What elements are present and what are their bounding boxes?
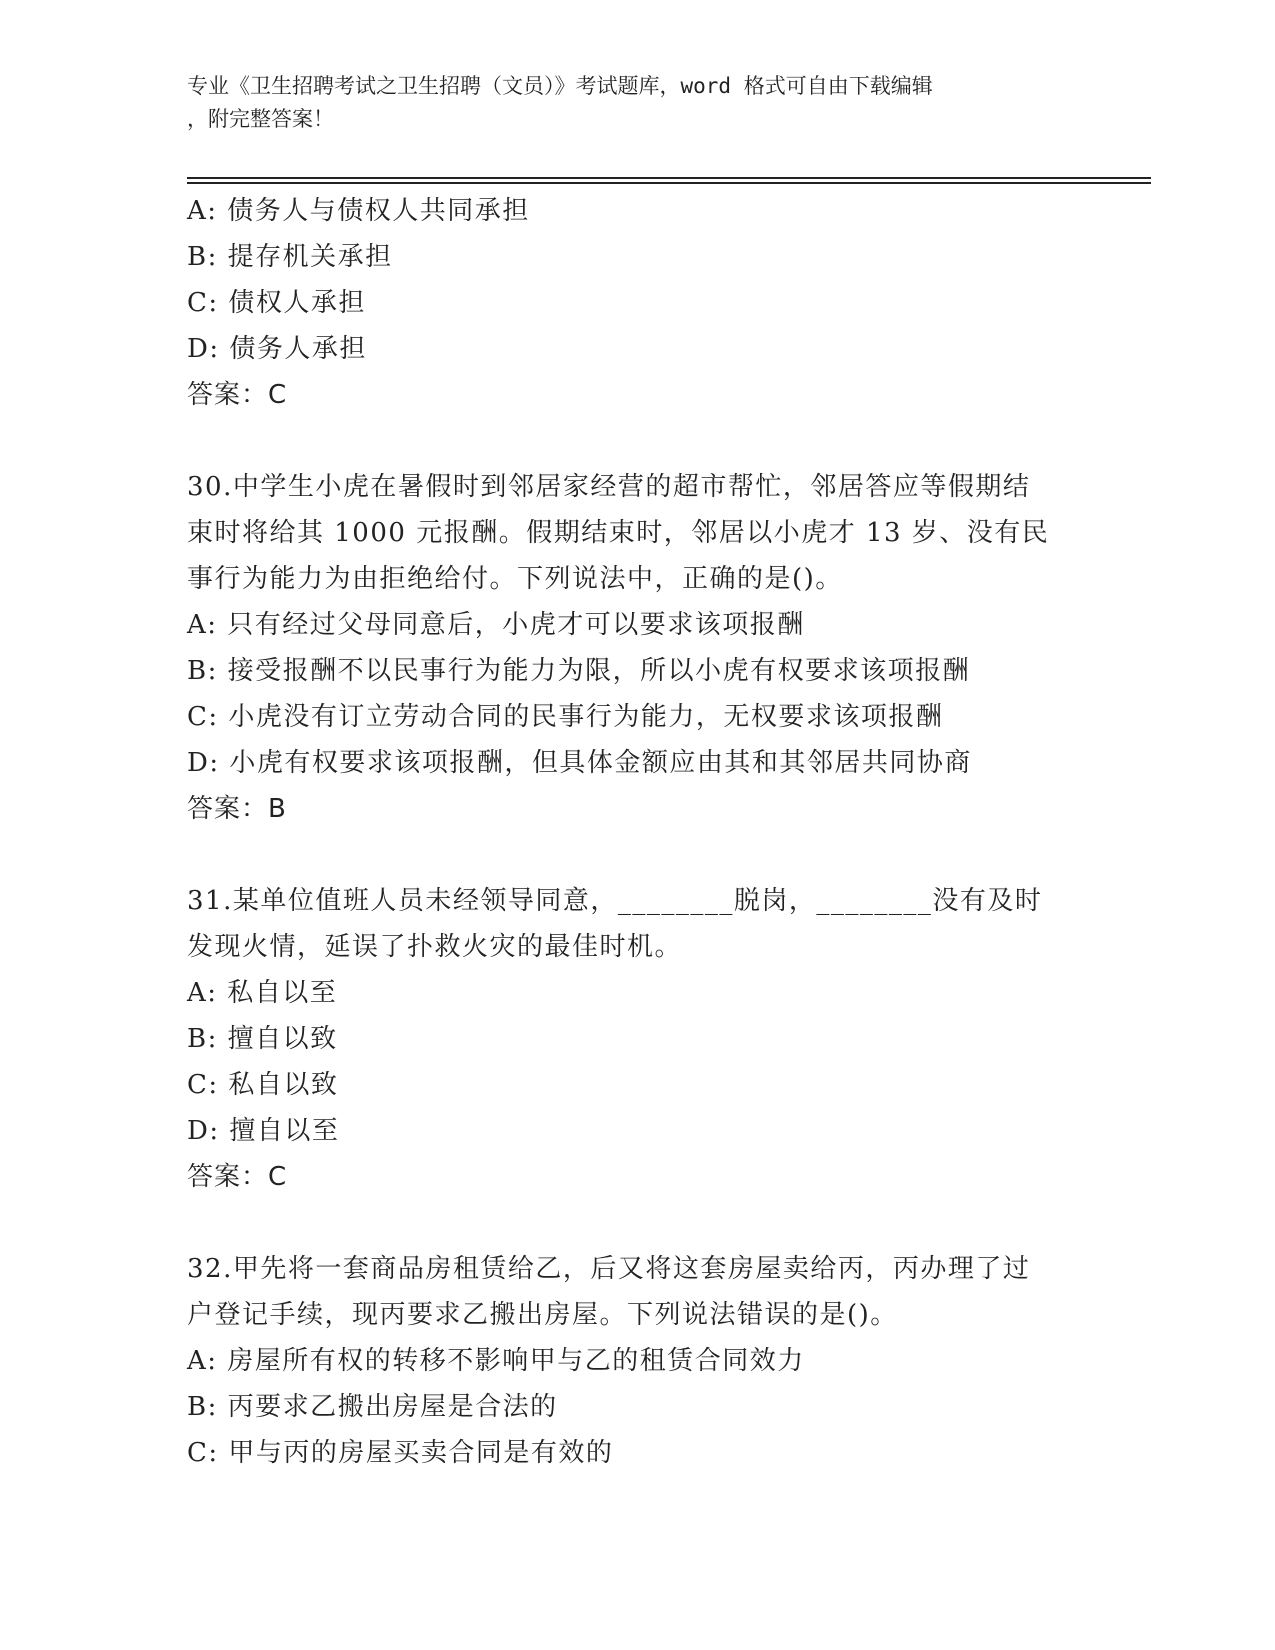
question-stem-line: 30.中学生小虎在暑假时到邻居家经营的超市帮忙，邻居答应等假期结 <box>187 472 1031 502</box>
header-line-2: ，附完整答案！ <box>187 107 334 131</box>
answer: 答案：B <box>187 794 287 824</box>
question-list <box>187 188 1087 1476</box>
option-d: D: 债务人承担 <box>187 334 367 364</box>
answer: 答案：C <box>187 1162 288 1192</box>
option-d: D: 小虎有权要求该项报酬，但具体金额应由其和其邻居共同协商 <box>187 748 972 778</box>
option-c: C: 私自以致 <box>187 1070 339 1100</box>
question-stem-line: 束时将给其 1000 元报酬。假期结束时，邻居以小虎才 13 岁、没有民 <box>187 518 1050 548</box>
header-divider-bottom <box>187 182 1151 184</box>
header-divider-top <box>187 177 1151 179</box>
header-line-1: 专业《卫生招聘考试之卫生招聘（文员）》考试题库，word 格式可自由下载编辑 <box>187 74 933 98</box>
option-c: C: 小虎没有订立劳动合同的民事行为能力，无权要求该项报酬 <box>187 702 944 732</box>
question-stem-line: 31.某单位值班人员未经领导同意，________脱岗，________没有及时 <box>187 886 1043 916</box>
option-b: B: 擅自以致 <box>187 1024 338 1054</box>
question-31 <box>187 878 1087 1200</box>
option-b: B: 接受报酬不以民事行为能力为限，所以小虎有权要求该项报酬 <box>187 656 971 686</box>
question-stem-line: 32.甲先将一套商品房租赁给乙，后又将这套房屋卖给丙，丙办理了过 <box>187 1254 1031 1284</box>
question-stem-line: 发现火情，延误了扑救火灾的最佳时机。 <box>187 932 683 962</box>
option-b: B: 提存机关承担 <box>187 242 393 272</box>
answer: 答案：C <box>187 380 288 410</box>
question-stem-line: 事行为能力为由拒绝给付。下列说法中，正确的是()。 <box>187 564 843 594</box>
option-c: C: 债权人承担 <box>187 288 366 318</box>
document-header <box>187 70 1067 136</box>
option-a: A: 房屋所有权的转移不影响甲与乙的租赁合同效力 <box>187 1346 805 1376</box>
option-a: A: 只有经过父母同意后，小虎才可以要求该项报酬 <box>187 610 805 640</box>
option-a: A: 私自以至 <box>187 978 338 1008</box>
option-a: A: 债务人与债权人共同承担 <box>187 196 530 226</box>
option-c: C: 甲与丙的房屋买卖合同是有效的 <box>187 1438 614 1468</box>
question-29 <box>187 188 1087 418</box>
option-b: B: 丙要求乙搬出房屋是合法的 <box>187 1392 558 1422</box>
question-30 <box>187 464 1087 832</box>
option-d: D: 擅自以至 <box>187 1116 340 1146</box>
question-stem-line: 户登记手续，现丙要求乙搬出房屋。下列说法错误的是()。 <box>187 1300 898 1330</box>
question-32 <box>187 1246 1087 1476</box>
